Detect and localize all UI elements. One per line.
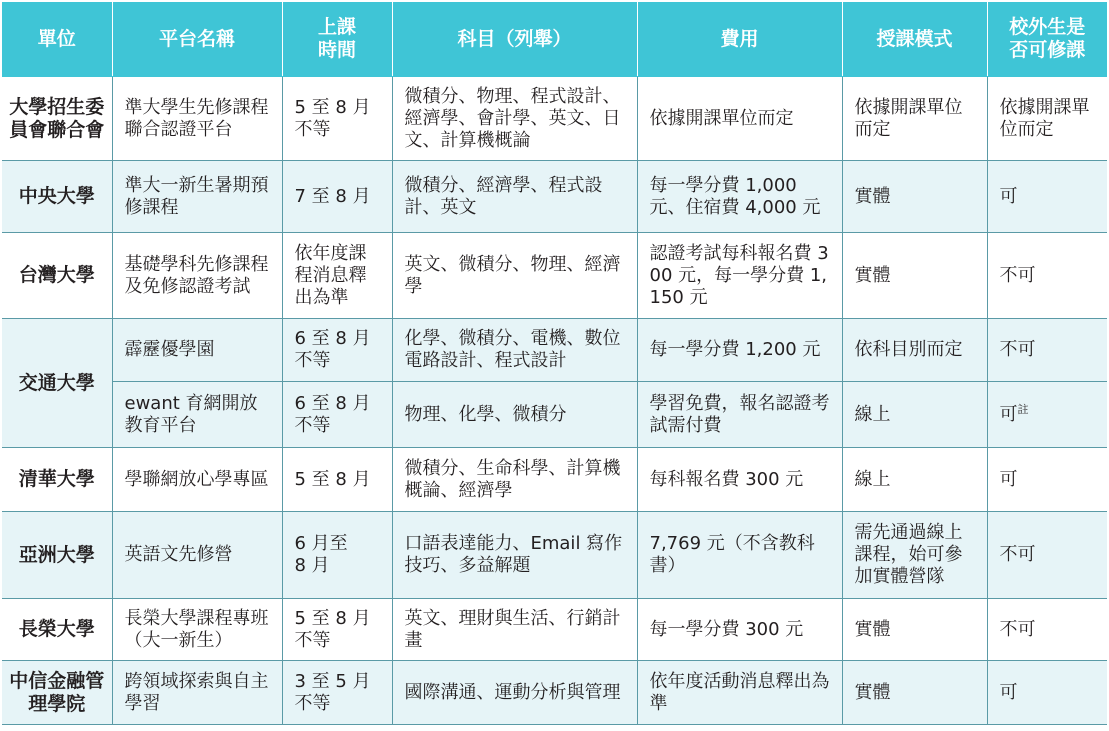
header-subjects: 科目（列舉） — [392, 2, 637, 77]
header-row — [2, 2, 1107, 77]
time-cell: 3 至 5 月不等 — [282, 661, 392, 725]
fee-cell: 依據開課單位而定 — [637, 77, 842, 161]
mode-cell: 需先通過線上課程，始可參加實體營隊 — [842, 512, 987, 599]
fee-cell: 依年度活動消息釋出為準 — [637, 661, 842, 725]
unit-cell: 大學招生委員會聯合會 — [2, 77, 112, 161]
mode-cell: 實體 — [842, 233, 987, 319]
time-cell: 7 至 8 月 — [282, 161, 392, 233]
external-value: 可 — [999, 403, 1018, 425]
table-row — [2, 382, 1107, 448]
table-row — [2, 77, 1107, 161]
unit-cell: 中信金融管理學院 — [2, 661, 112, 725]
fee-cell: 每一學分費 1,000 元、住宿費 4,000 元 — [637, 161, 842, 233]
fee-cell: 每一學分費 1,200 元 — [637, 319, 842, 382]
external-cell: 可 — [987, 661, 1107, 725]
header-mode: 授課模式 — [842, 2, 987, 77]
mode-cell: 線上 — [842, 448, 987, 512]
platform-cell: 霹靂優學園 — [112, 319, 282, 382]
time-cell: 依年度課程消息釋出為準 — [282, 233, 392, 319]
external-cell: 不可 — [987, 599, 1107, 661]
table-row — [2, 599, 1107, 661]
table-row — [2, 661, 1107, 725]
platform-cell: 英語文先修營 — [112, 512, 282, 599]
mode-cell: 實體 — [842, 161, 987, 233]
table-row — [2, 233, 1107, 319]
platform-cell: 基礎學科先修課程及免修認證考試 — [112, 233, 282, 319]
time-cell: 5 至 8 月不等 — [282, 77, 392, 161]
fee-cell: 學習免費，報名認證考試需付費 — [637, 382, 842, 448]
unit-cell: 清華大學 — [2, 448, 112, 512]
external-cell: 不可 — [987, 319, 1107, 382]
table-row — [2, 161, 1107, 233]
fee-cell: 7,769 元（不含教科書） — [637, 512, 842, 599]
external-cell: 可 — [987, 161, 1107, 233]
subjects-cell: 英文、理財與生活、行銷計畫 — [392, 599, 637, 661]
time-cell — [282, 512, 392, 599]
external-cell: 不可 — [987, 233, 1107, 319]
time-cell: 6 至 8 月不等 — [282, 382, 392, 448]
table-row — [2, 512, 1107, 599]
subjects-cell: 微積分、經濟學、程式設計、英文 — [392, 161, 637, 233]
platform-cell: 準大一新生暑期預修課程 — [112, 161, 282, 233]
unit-cell: 交通大學 — [2, 319, 112, 448]
mode-cell: 依科目別而定 — [842, 319, 987, 382]
mode-cell: 依據開課單位而定 — [842, 77, 987, 161]
header-external-text: 校外生是否可修課 — [1009, 16, 1086, 61]
unit-cell: 台灣大學 — [2, 233, 112, 319]
footnote-marker: 註 — [1017, 402, 1029, 416]
subjects-cell: 國際溝通、運動分析與管理 — [392, 661, 637, 725]
platform-cell: 準大學生先修課程聯合認證平台 — [112, 77, 282, 161]
time-cell: 5 至 8 月 — [282, 448, 392, 512]
course-table-wrapper — [2, 2, 1107, 725]
table-row — [2, 448, 1107, 512]
subjects-cell: 口語表達能力、Email 寫作技巧、多益解題 — [392, 512, 637, 599]
subjects-cell: 微積分、生命科學、計算機概論、經濟學 — [392, 448, 637, 512]
table-row — [2, 319, 1107, 382]
mode-cell: 實體 — [842, 599, 987, 661]
platform-cell: 長榮大學課程專班（大一新生） — [112, 599, 282, 661]
header-external — [987, 2, 1107, 77]
header-fee: 費用 — [637, 2, 842, 77]
external-cell — [987, 382, 1107, 448]
time-text: 6 月至 8 月 — [294, 533, 348, 576]
header-time — [282, 2, 392, 77]
unit-cell: 亞洲大學 — [2, 512, 112, 599]
fee-cell: 每科報名費 300 元 — [637, 448, 842, 512]
fee-cell: 每一學分費 300 元 — [637, 599, 842, 661]
platform-cell: 跨領域探索與自主學習 — [112, 661, 282, 725]
platform-cell: 學聯網放心學專區 — [112, 448, 282, 512]
header-platform: 平台名稱 — [112, 2, 282, 77]
subjects-cell: 微積分、物理、程式設計、經濟學、會計學、英文、日文、計算機概論 — [392, 77, 637, 161]
subjects-cell: 化學、微積分、電機、數位電路設計、程式設計 — [392, 319, 637, 382]
fee-cell: 認證考試每科報名費 300 元，每一學分費 1,150 元 — [637, 233, 842, 319]
mode-cell: 線上 — [842, 382, 987, 448]
header-time-text: 上課時間 — [317, 16, 356, 61]
header-unit: 單位 — [2, 2, 112, 77]
pre-college-course-table — [2, 2, 1107, 725]
time-cell: 5 至 8 月不等 — [282, 599, 392, 661]
external-cell: 依據開課單位而定 — [987, 77, 1107, 161]
external-cell: 不可 — [987, 512, 1107, 599]
mode-cell: 實體 — [842, 661, 987, 725]
unit-cell: 長榮大學 — [2, 599, 112, 661]
subjects-cell: 物理、化學、微積分 — [392, 382, 637, 448]
time-cell: 6 至 8 月不等 — [282, 319, 392, 382]
platform-cell: ewant 育網開放教育平台 — [112, 382, 282, 448]
external-cell: 可 — [987, 448, 1107, 512]
unit-cell: 中央大學 — [2, 161, 112, 233]
subjects-cell: 英文、微積分、物理、經濟學 — [392, 233, 637, 319]
